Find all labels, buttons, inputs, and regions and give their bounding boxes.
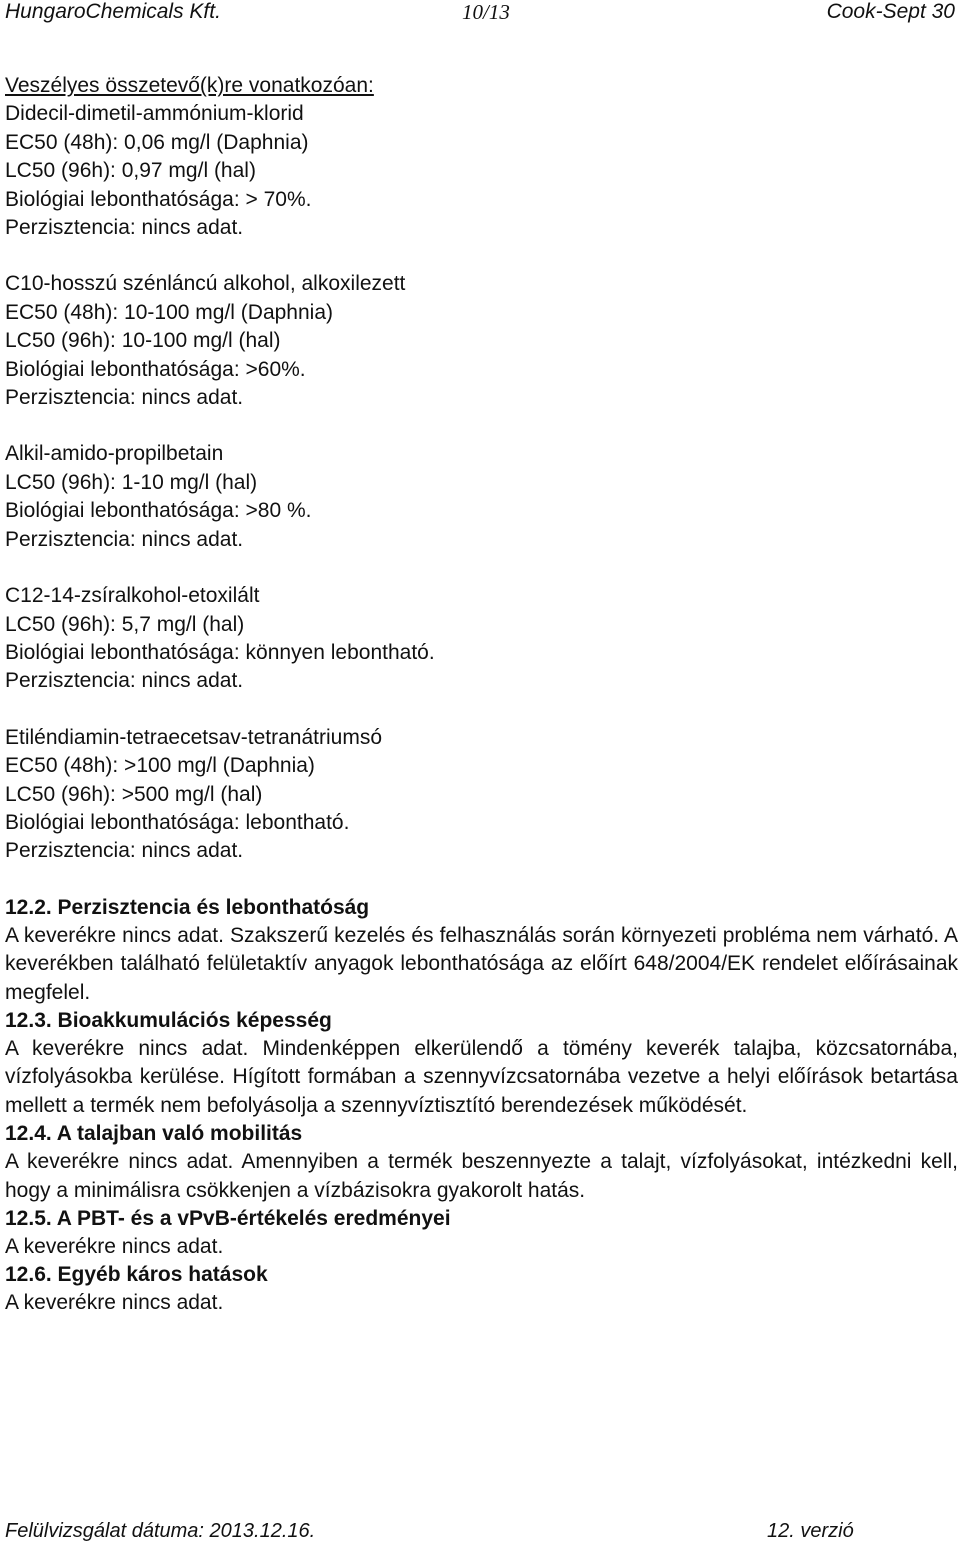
product-name: Cook-Sept 30 <box>826 0 955 23</box>
section-title: 12.2. Perzisztencia és lebonthatóság <box>5 895 370 919</box>
component-line: EC50 (48h): >100 mg/l (Daphnia) <box>5 754 315 778</box>
component-line: Perzisztencia: nincs adat. <box>5 386 244 410</box>
component-line: Biológiai lebonthatósága: >80 %. <box>5 499 312 523</box>
section-12-2 <box>5 894 958 1007</box>
hazardous-components <box>5 72 958 242</box>
component-line: LC50 (96h): 0,97 mg/l (hal) <box>5 159 256 183</box>
section-title: 12.5. A PBT- és a vPvB-értékelés eredményei <box>5 1207 451 1230</box>
component-block <box>5 582 958 696</box>
review-date: Felülvizsgálat dátuma: 2013.12.16. <box>5 1520 316 1542</box>
component-block <box>5 270 958 412</box>
section-text: A keverékre nincs adat. Mindenképpen elkerülendő a tömény keverék talajba, közcsatornába, vízfolyásokba kerülése. Hígított formában a szennyvízcsatornába vezetve a helyi előírások betartása mellett a termék nem befolyásolja a szennyvíztisztító berendezések működését. <box>5 1036 958 1117</box>
section-text: A keverékre nincs adat. Szakszerű kezelés és felhasználás során környezeti probléma nem várható. A keverékben található felületaktív anyagok lebonthatósága az előírt 648/2004/EK rendelet előírásainak megfelel. <box>5 923 958 1004</box>
component-line: EC50 (48h): 0,06 mg/l (Daphnia) <box>5 130 309 154</box>
component-line: Perzisztencia: nincs adat. <box>5 216 244 240</box>
page-number: 10/13 <box>462 0 510 24</box>
section-text: A keverékre nincs adat. Amennyiben a termék beszennyezte a talajt, vízfolyásokat, intézkedni kell, hogy a minimálisra csökkenjen a vízbázisokra gyakorolt hatás. <box>5 1150 958 1202</box>
version-label: 12. verzió <box>767 1520 854 1542</box>
company-name: HungaroChemicals Kft. <box>5 0 221 23</box>
document-body <box>5 72 958 1318</box>
component-line: Biológiai lebonthatósága: > 70%. <box>5 187 312 211</box>
component-line: EC50 (48h): 10-100 mg/l (Daphnia) <box>5 300 334 324</box>
component-block <box>5 724 958 866</box>
section-title: 12.4. A talajban való mobilitás <box>5 1122 303 1146</box>
page-header <box>0 0 960 24</box>
component-line: LC50 (96h): 10-100 mg/l (hal) <box>5 329 281 353</box>
section-12-6 <box>5 1261 958 1317</box>
component-line: C10-hosszú szénláncú alkohol, alkoxilezett <box>5 272 406 296</box>
component-line: LC50 (96h): >500 mg/l (hal) <box>5 782 263 806</box>
page-footer <box>5 1519 960 1543</box>
component-line: Biológiai lebonthatósága: >60%. <box>5 357 306 381</box>
component-line: Didecil-dimetil-ammónium-klorid <box>5 102 304 126</box>
components-intro: Veszélyes összetevő(k)re vonatkozóan: <box>5 74 374 97</box>
component-line: Alkil-amido-propilbetain <box>5 442 224 466</box>
section-text: A keverékre nincs adat. <box>5 1291 224 1315</box>
component-line: Perzisztencia: nincs adat. <box>5 669 244 693</box>
component-line: C12-14-zsíralkohol-etoxilált <box>5 584 260 608</box>
component-line: Etiléndiamin-tetraecetsav-tetranátriumsó <box>5 725 382 749</box>
component-line: Perzisztencia: nincs adat. <box>5 527 244 551</box>
component-line: Perzisztencia: nincs adat. <box>5 839 244 863</box>
component-line: LC50 (96h): 5,7 mg/l (hal) <box>5 612 245 636</box>
component-line: Biológiai lebonthatósága: lebontható. <box>5 810 350 834</box>
component-line: Biológiai lebonthatósága: könnyen lebontható. <box>5 640 435 664</box>
section-text: A keverékre nincs adat. <box>5 1235 224 1258</box>
component-block <box>5 440 958 554</box>
section-title: 12.3. Bioakkumulációs képesség <box>5 1008 332 1032</box>
section-12-3 <box>5 1007 958 1120</box>
section-title: 12.6. Egyéb káros hatások <box>5 1263 268 1287</box>
section-12-5 <box>5 1205 958 1261</box>
section-12-4 <box>5 1120 958 1205</box>
component-line: LC50 (96h): 1-10 mg/l (hal) <box>5 470 258 494</box>
